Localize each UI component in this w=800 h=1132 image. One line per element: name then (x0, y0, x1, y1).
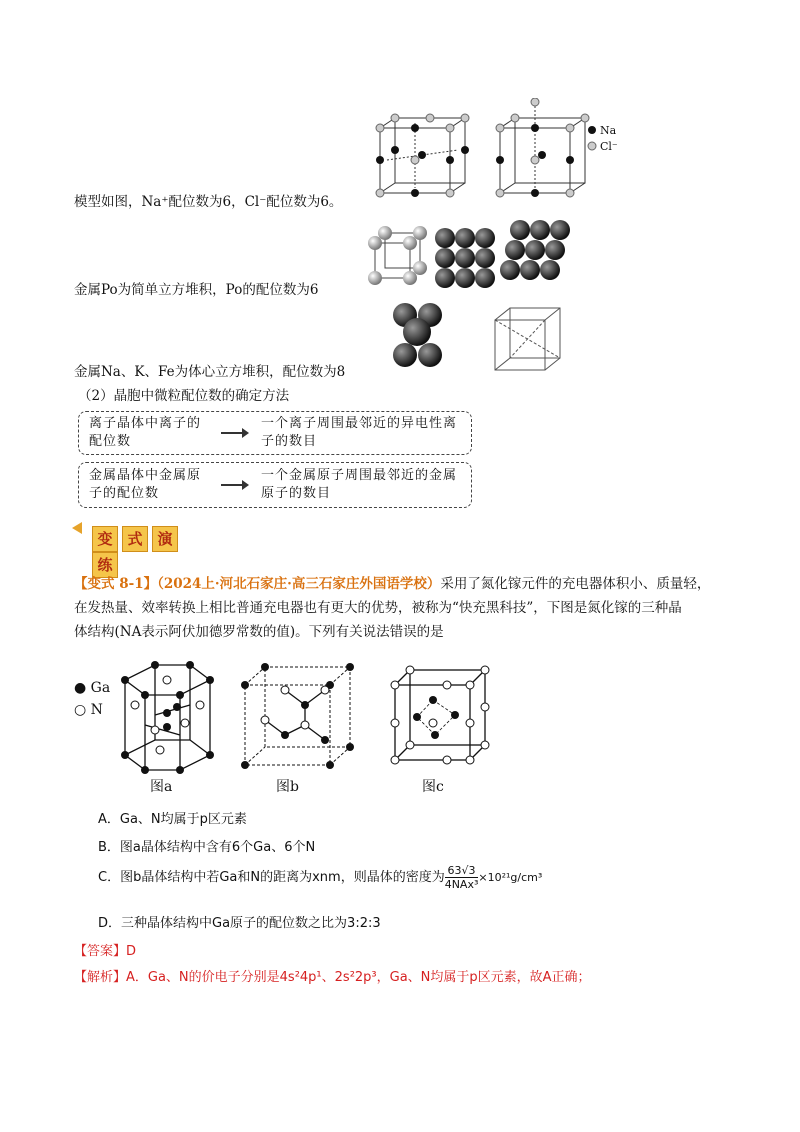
question-line-2: 在发热量、效率转换上相比普通充电器也有更大的优势，被称为“快充黑科技”，下图是氮化镓的三种晶 (74, 600, 682, 616)
figure-label-b: 图b (276, 779, 299, 795)
nacl-coordination-text: 模型如图，Na⁺配位数为6，Cl⁻配位数为6。 (74, 194, 343, 210)
bcc-coordination-text: 金属Na、K、Fe为体心立方堆积，配位数为8 (74, 364, 346, 380)
fraction-denominator: 4NAx³ (444, 878, 479, 891)
legend-n-label: ○ N (74, 702, 103, 718)
answer-line: 【答案】D (74, 944, 137, 959)
question-source: （2024上·河北石家庄·高三石家庄外国语学校） (157, 576, 441, 592)
figure-label-c: 图c (422, 779, 444, 795)
gan-structures-figure (105, 645, 515, 775)
section-2-heading: （2）晶胞中微粒配位数的确定方法 (78, 388, 290, 404)
po-coordination-text: 金属Po为简单立方堆积，Po的配位数为6 (74, 282, 319, 298)
legend-cl-label: Cl⁻ (600, 140, 618, 153)
option-a: A．Ga、N均属于p区元素 (98, 812, 247, 827)
box-right-line2: 原子的数目 (261, 486, 332, 501)
fraction-numerator: 63√3 (445, 864, 479, 878)
legend-ga-label: ● Ga (74, 680, 111, 696)
question-line-1 (74, 572, 710, 592)
box-right-line1: 一个金属原子周围最邻近的金属 (261, 468, 458, 483)
arrow-right-icon (221, 484, 247, 486)
box-right-line1: 一个离子周围最邻近的异电性离 (261, 416, 458, 431)
banner-char: 演 (152, 526, 178, 552)
legend-na-label: Na (600, 124, 617, 137)
box-left-line1: 金属晶体中金属原 (89, 468, 202, 483)
density-fraction (445, 864, 479, 891)
option-b: B．图a晶体结构中含有6个Ga、6个N (98, 840, 316, 855)
practice-banner (92, 526, 210, 574)
nacl-unit-cell-figure (370, 98, 630, 202)
speaker-icon (72, 522, 82, 534)
method-box-metallic (78, 462, 472, 508)
banner-char: 练 (92, 552, 118, 578)
simple-cubic-figure (360, 218, 580, 290)
box-left-line2: 配位数 (89, 434, 132, 449)
arrow-right-icon (221, 432, 247, 434)
question-text: 采用了氮化镓元件的充电器体积小、质量轻， (440, 576, 711, 592)
box-left-line1: 离子晶体中离子的 (89, 416, 202, 431)
analysis-line: 【解析】A．Ga、N的价电子分别是4s²4p¹、2s²2p³，Ga、N均属于p区元素，故A正确； (74, 970, 591, 985)
body-centered-cubic-figure (390, 300, 570, 376)
option-c: C．图b晶体结构中若Ga和N的距离为xnm，则晶体的密度为 $\frac{63√3}{\text{4NAx³}}$ ×10²¹g/cm³ (98, 864, 543, 891)
box-right-line2: 子的数目 (261, 434, 318, 449)
question-tag: 【变式 8-1】 (74, 576, 158, 592)
box-left-line2: 子的配位数 (89, 486, 160, 501)
method-box-ionic (78, 411, 472, 455)
banner-char: 变 (92, 526, 118, 552)
figure-label-a: 图a (150, 779, 173, 795)
option-d: D．三种晶体结构中Ga原子的配位数之比为3:2:3 (98, 916, 381, 931)
banner-char: 式 (122, 526, 148, 552)
question-line-3: 体结构(NA表示阿伏加德罗常数的值)。下列有关说法错误的是 (74, 624, 444, 640)
